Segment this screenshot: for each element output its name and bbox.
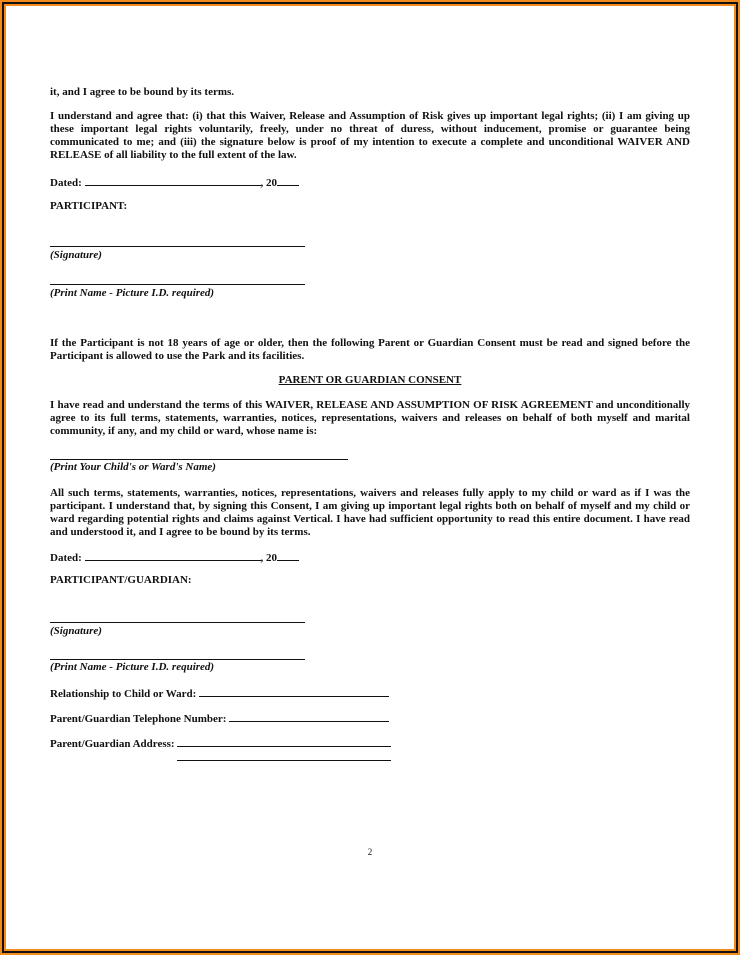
participant-label: PARTICIPANT:	[50, 200, 128, 212]
signature-label: (Signature)	[50, 249, 102, 261]
dated-field-1	[50, 175, 690, 190]
participant-print-name-line[interactable]	[50, 284, 305, 285]
dated-field-2	[50, 550, 690, 565]
participant-signature-line[interactable]	[50, 246, 305, 247]
telephone-field	[50, 711, 690, 726]
understanding-paragraph: I understand and agree that: (i) that this Waiver, Release and Assumption of Risk gives up important legal rights; (ii) I am giving up these important legal rights voluntarily, freely, under no threat of duress, without inducement, promise or guarantee being communicated to me; and (iii) the signature below is proof of my intention to execute a complete and unconditional WAIVER AND RELEASE of all liability to the full extent of the law.	[50, 110, 690, 161]
dated-label: Dated:	[50, 552, 82, 564]
signature-label: (Signature)	[50, 625, 102, 637]
consent-heading: PARENT OR GUARDIAN CONSENT	[278, 374, 462, 386]
address-field	[50, 736, 690, 751]
year-prefix: , 20	[260, 177, 278, 189]
date-blank[interactable]	[85, 550, 261, 561]
telephone-label: Parent/Guardian Telephone Number:	[50, 713, 227, 725]
page-number: 2	[367, 847, 373, 857]
relationship-label: Relationship to Child or Ward:	[50, 688, 197, 700]
year-prefix: , 20	[260, 552, 278, 564]
child-name-line[interactable]	[50, 459, 348, 460]
child-name-label: (Print Your Child's or Ward's Name)	[50, 461, 216, 473]
guardian-label: PARTICIPANT/GUARDIAN:	[50, 574, 192, 586]
dated-label: Dated:	[50, 177, 82, 189]
guardian-print-name-line[interactable]	[50, 659, 305, 660]
minor-notice: If the Participant is not 18 years of age or older, then the following Parent or Guardian Consent must be read and signed before the Participant is allowed to use the Park and its facilities.	[50, 337, 690, 362]
year-blank[interactable]	[277, 550, 299, 561]
address-second-line[interactable]	[177, 760, 391, 761]
relationship-blank[interactable]	[199, 686, 389, 697]
consent-paragraph-1: I have read and understand the terms of this WAIVER, RELEASE AND ASSUMPTION OF RISK AGREEMENT and unconditionally agree to its full terms, statements, warranties, notices, representations, waivers and releases on behalf of both myself and marital community, if any, and my child or ward, whose name is:	[50, 399, 690, 437]
telephone-blank[interactable]	[229, 711, 389, 722]
guardian-signature-line[interactable]	[50, 622, 305, 623]
address-label: Parent/Guardian Address:	[50, 738, 175, 750]
year-blank[interactable]	[277, 175, 299, 186]
date-blank[interactable]	[85, 175, 261, 186]
print-name-label: (Print Name - Picture I.D. required)	[50, 287, 215, 299]
continued-line: it, and I agree to be bound by its terms.	[50, 86, 235, 98]
consent-paragraph-2: All such terms, statements, warranties, notices, representations, waivers and releases fully apply to my child or ward as if I was the participant. I understand that, by signing this Consent, I am giving up important legal rights both on behalf of myself and my child or ward regarding potential rights and claims against Vertical. I have had sufficient opportunity to read this entire document. I have read and understood it, and I agree to be bound by its terms.	[50, 487, 690, 538]
relationship-field	[50, 686, 690, 701]
print-name-label: (Print Name - Picture I.D. required)	[50, 661, 215, 673]
address-blank[interactable]	[177, 736, 391, 747]
